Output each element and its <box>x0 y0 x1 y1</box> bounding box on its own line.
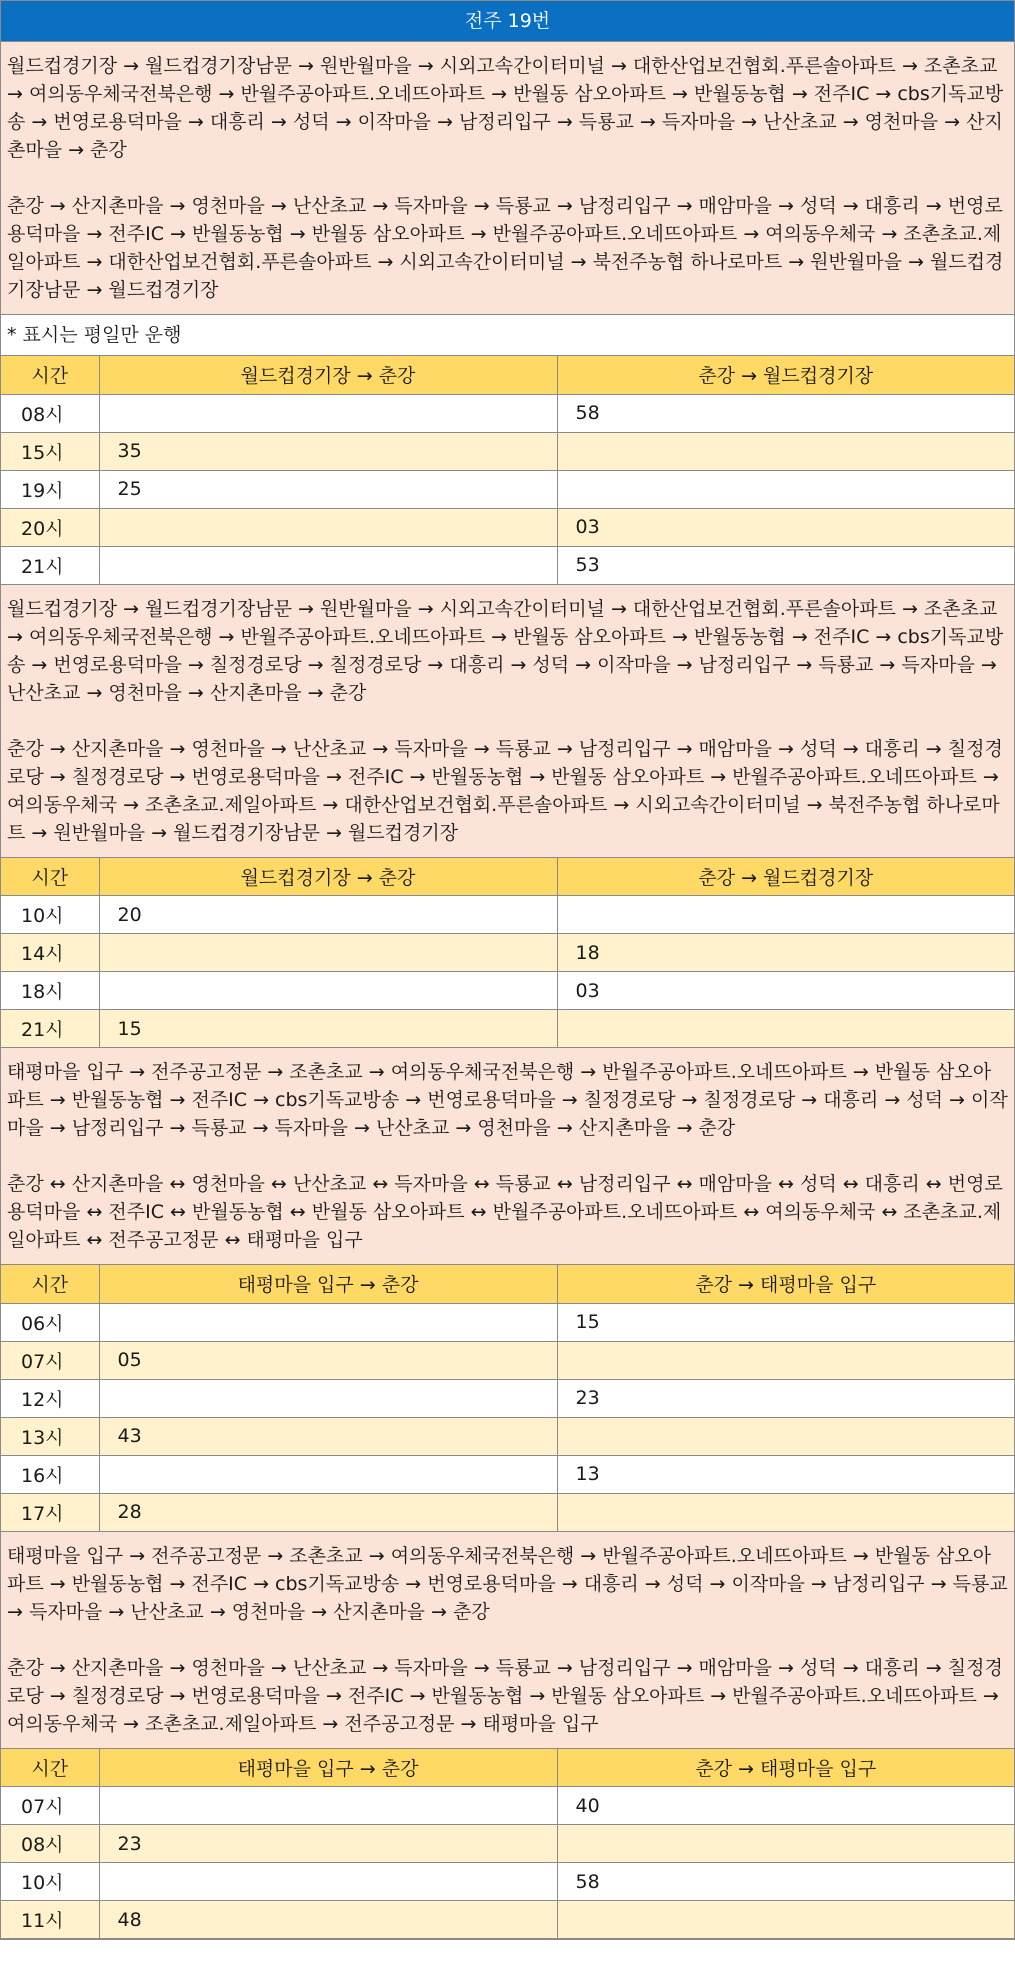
outbound-minute-cell: 05 <box>99 1341 557 1379</box>
table-row <box>1 972 1014 1010</box>
route-description-4 <box>1 1532 1014 1749</box>
header-hour: 시간 <box>1 356 99 394</box>
route-inbound-text: 춘강 → 산지촌마을 → 영천마을 → 난산초교 → 득자마을 → 득룡교 → 남정리입구 → 매암마을 → 성덕 → 대흥리 → 칠정경로당 → 칠정경로당 → 번영로용덕마을 → 전주IC → 반월동농협 → 반월동 삼오아파트 → 반월주공아파트.오네뜨아파트 → 여의동우체국 → 조촌초교.제일아파트 → 대한산업보건협회.푸른솔아파트 → 시외고속간이터미널 → 북전주농협 하나로마트 → 원반월마을 → 월드컵경기장남문 → 월드컵경기장 <box>7 737 1003 844</box>
route-description-2 <box>1 585 1014 858</box>
table-row <box>1 1901 1014 1939</box>
route-description-3 <box>1 1048 1014 1265</box>
outbound-minute-cell: 35 <box>99 432 557 470</box>
outbound-minute-cell <box>99 1863 557 1901</box>
table-row <box>1 1010 1014 1048</box>
hour-cell: 17시 <box>1 1493 99 1531</box>
outbound-minute-cell <box>99 508 557 546</box>
page-title: 전주 19번 <box>1 1 1014 42</box>
inbound-minute-cell: 03 <box>557 508 1014 546</box>
outbound-minute-cell: 20 <box>99 896 557 934</box>
outbound-minute-cell <box>99 1303 557 1341</box>
outbound-minute-cell <box>99 1455 557 1493</box>
inbound-minute-cell <box>557 1341 1014 1379</box>
table-row <box>1 1493 1014 1531</box>
hour-cell: 11시 <box>1 1901 99 1939</box>
outbound-minute-cell <box>99 394 557 432</box>
inbound-minute-cell: 15 <box>557 1303 1014 1341</box>
header-inbound: 춘강 → 월드컵경기장 <box>557 356 1014 394</box>
table-row <box>1 1863 1014 1901</box>
outbound-minute-cell <box>99 972 557 1010</box>
hour-cell: 06시 <box>1 1303 99 1341</box>
hour-cell: 18시 <box>1 972 99 1010</box>
inbound-minute-cell: 03 <box>557 972 1014 1010</box>
table-row <box>1 546 1014 584</box>
header-outbound: 태평마을 입구 → 춘강 <box>99 1265 557 1303</box>
header-hour: 시간 <box>1 1749 99 1787</box>
hour-cell: 08시 <box>1 1825 99 1863</box>
table-row <box>1 432 1014 470</box>
outbound-minute-cell: 43 <box>99 1417 557 1455</box>
route-inbound-text: 춘강 → 산지촌마을 → 영천마을 → 난산초교 → 득자마을 → 득룡교 → 남정리입구 → 매암마을 → 성덕 → 대흥리 → 번영로용덕마을 → 전주IC → 반월동농협 → 반월동 삼오아파트 → 반월주공아파트.오네뜨아파트 → 여의동우체국 → 조촌초교.제일아파트 → 대한산업보건협회.푸른솔아파트 → 시외고속간이터미널 → 북전주농협 하나로마트 → 원반월마을 → 월드컵경기장남문 → 월드컵경기장 <box>7 195 1004 301</box>
outbound-minute-cell <box>99 934 557 972</box>
outbound-minute-cell: 23 <box>99 1825 557 1863</box>
hour-cell: 16시 <box>1 1455 99 1493</box>
inbound-minute-cell: 58 <box>557 1863 1014 1901</box>
table-row <box>1 1787 1014 1825</box>
outbound-minute-cell: 48 <box>99 1901 557 1939</box>
header-outbound: 태평마을 입구 → 춘강 <box>99 1749 557 1787</box>
route-description-1 <box>1 42 1014 315</box>
inbound-minute-cell <box>557 1417 1014 1455</box>
route-outbound-text: 월드컵경기장 → 월드컵경기장남문 → 원반월마을 → 시외고속간이터미널 → 대한산업보건협회.푸른솔아파트 → 조촌초교 → 여의동우체국전북은행 → 반월주공아파트.오네뜨아파트 → 반월동 삼오아파트 → 반월동농협 → 전주IC → cbs기독교방송 → 번영로용덕마을 → 칠정경로당 → 칠정경로당 → 대흥리 → 성덕 → 이작마을 → 남정리입구 → 득룡교 → 득자마을 → 난산초교 → 영천마을 → 산지촌마을 → 춘강 <box>7 597 1004 704</box>
route-outbound-text: 태평마을 입구 → 전주공고정문 → 조촌초교 → 여의동우체국전북은행 → 반월주공아파트.오네뜨아파트 → 반월동 삼오아파트 → 반월동농협 → 전주IC → cbs기독교방송 → 번영로용덕마을 → 칠정경로당 → 칠정경로당 → 대흥리 → 성덕 → 이작마을 → 남정리입구 → 득룡교 → 득자마을 → 난산초교 → 영천마을 → 산지촌마을 → 춘강 <box>7 1061 1008 1139</box>
table-header-row <box>1 1265 1014 1303</box>
weekday-note: * 표시는 평일만 운행 <box>1 315 1014 356</box>
header-inbound: 춘강 → 태평마을 입구 <box>557 1749 1014 1787</box>
table-header-row <box>1 1749 1014 1787</box>
timetable-2 <box>1 858 1014 1049</box>
table-row <box>1 1341 1014 1379</box>
table-row <box>1 508 1014 546</box>
inbound-minute-cell <box>557 1901 1014 1939</box>
timetable-1 <box>1 356 1014 585</box>
hour-cell: 10시 <box>1 1863 99 1901</box>
hour-cell: 19시 <box>1 470 99 508</box>
outbound-minute-cell <box>99 1787 557 1825</box>
outbound-minute-cell <box>99 1379 557 1417</box>
hour-cell: 21시 <box>1 1010 99 1048</box>
header-hour: 시간 <box>1 1265 99 1303</box>
timetable-4 <box>1 1749 1014 1940</box>
table-row <box>1 1417 1014 1455</box>
table-row <box>1 394 1014 432</box>
route-outbound-text: 월드컵경기장 → 월드컵경기장남문 → 원반월마을 → 시외고속간이터미널 → 대한산업보건협회.푸른솔아파트 → 조촌초교 → 여의동우체국전북은행 → 반월주공아파트.오네뜨아파트 → 반월동 삼오아파트 → 반월동농협 → 전주IC → cbs기독교방송 → 번영로용덕마을 → 대흥리 → 성덕 → 이작마을 → 남정리입구 → 득룡교 → 득자마을 → 난산초교 → 영천마을 → 산지촌마을 → 춘강 <box>7 55 1004 161</box>
outbound-minute-cell: 25 <box>99 470 557 508</box>
inbound-minute-cell <box>557 896 1014 934</box>
header-hour: 시간 <box>1 858 99 896</box>
table-row <box>1 470 1014 508</box>
timetable-3 <box>1 1265 1014 1532</box>
inbound-minute-cell: 13 <box>557 1455 1014 1493</box>
hour-cell: 20시 <box>1 508 99 546</box>
outbound-minute-cell: 15 <box>99 1010 557 1048</box>
hour-cell: 10시 <box>1 896 99 934</box>
hour-cell: 08시 <box>1 394 99 432</box>
table-header-row <box>1 356 1014 394</box>
inbound-minute-cell <box>557 1010 1014 1048</box>
outbound-minute-cell <box>99 546 557 584</box>
inbound-minute-cell: 40 <box>557 1787 1014 1825</box>
hour-cell: 14시 <box>1 934 99 972</box>
hour-cell: 07시 <box>1 1787 99 1825</box>
inbound-minute-cell <box>557 1493 1014 1531</box>
route-outbound-text: 태평마을 입구 → 전주공고정문 → 조촌초교 → 여의동우체국전북은행 → 반월주공아파트.오네뜨아파트 → 반월동 삼오아파트 → 반월동농협 → 전주IC → cbs기독교방송 → 번영로용덕마을 → 대흥리 → 성덕 → 이작마을 → 남정리입구 → 득룡교 → 득자마을 → 난산초교 → 영천마을 → 산지촌마을 → 춘강 <box>7 1544 1008 1623</box>
inbound-minute-cell: 53 <box>557 546 1014 584</box>
hour-cell: 13시 <box>1 1417 99 1455</box>
inbound-minute-cell: 18 <box>557 934 1014 972</box>
hour-cell: 07시 <box>1 1341 99 1379</box>
table-row <box>1 896 1014 934</box>
inbound-minute-cell: 23 <box>557 1379 1014 1417</box>
route-inbound-text: 춘강 → 산지촌마을 → 영천마을 → 난산초교 → 득자마을 → 득룡교 → 남정리입구 → 매암마을 → 성덕 → 대흥리 → 칠정경로당 → 칠정경로당 → 번영로용덕마을 → 전주IC → 반월동농협 → 반월동 삼오아파트 → 반월주공아파트.오네뜨아파트 → 여의동우체국 → 조촌초교.제일아파트 → 전주공고정문 → 태평마을 입구 <box>7 1656 1003 1735</box>
table-header-row <box>1 858 1014 896</box>
header-inbound: 춘강 → 태평마을 입구 <box>557 1265 1014 1303</box>
table-row <box>1 934 1014 972</box>
route-inbound-text: 춘강 ↔ 산지촌마을 ↔ 영천마을 ↔ 난산초교 ↔ 득자마을 ↔ 득룡교 ↔ 남정리입구 ↔ 매암마을 ↔ 성덕 ↔ 대흥리 ↔ 번영로용덕마을 ↔ 전주IC ↔ 반월동농협 ↔ 반월동 삼오아파트 ↔ 반월주공아파트.오네뜨아파트 ↔ 여의동우체국 ↔ 조촌초교.제일아파트 ↔ 전주공고정문 ↔ 태평마을 입구 <box>7 1173 1003 1251</box>
header-outbound: 월드컵경기장 → 춘강 <box>99 858 557 896</box>
header-outbound: 월드컵경기장 → 춘강 <box>99 356 557 394</box>
table-row <box>1 1825 1014 1863</box>
hour-cell: 21시 <box>1 546 99 584</box>
inbound-minute-cell <box>557 470 1014 508</box>
inbound-minute-cell <box>557 432 1014 470</box>
table-row <box>1 1455 1014 1493</box>
header-inbound: 춘강 → 월드컵경기장 <box>557 858 1014 896</box>
hour-cell: 15시 <box>1 432 99 470</box>
inbound-minute-cell: 58 <box>557 394 1014 432</box>
table-row <box>1 1303 1014 1341</box>
inbound-minute-cell <box>557 1825 1014 1863</box>
hour-cell: 12시 <box>1 1379 99 1417</box>
table-row <box>1 1379 1014 1417</box>
outbound-minute-cell: 28 <box>99 1493 557 1531</box>
